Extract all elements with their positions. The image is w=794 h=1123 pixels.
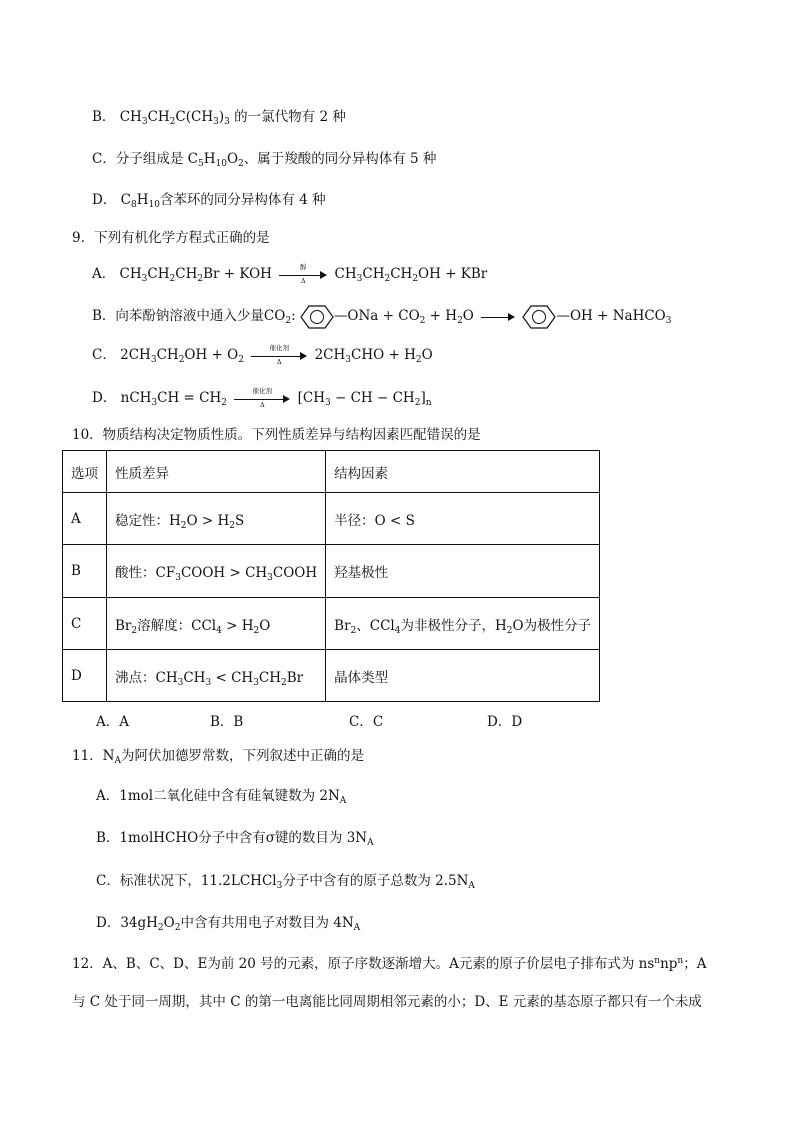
benzene-ring-icon: [522, 304, 556, 330]
q9-option-a: [92, 264, 487, 284]
phenol-group: —OH: [556, 308, 593, 324]
table-cell-property: 酸性：$CF_3COOH$ > $CH_3COOH$: [107, 545, 326, 598]
equation-rhs: $2CH_3CHO + H_2O$: [314, 347, 433, 365]
q11-option-b: B．1molHCHO分子中含有σ键的数目为 $3N_A$: [96, 830, 374, 848]
table-row: [63, 598, 600, 650]
q12-stem-line-1: 12．A、B、C、D、E为前 20 号的元素，原子序数逐渐增大。A元素的原子价层电子排布式为 $ns^nnp^n$；A: [72, 956, 707, 972]
chem-formula: $C_8H_{10}$: [120, 192, 160, 210]
chem-formula: $CO_2$:: [263, 308, 296, 326]
arrow-condition: Δ: [276, 357, 282, 366]
table-cell-option: A: [63, 493, 107, 545]
table-cell-factor: $Br_2$、CCl$_4$为非极性分子，$H_2O$为极性分子: [326, 598, 600, 650]
table-header-row: [63, 451, 600, 493]
arrow-condition: 催化剂: [252, 386, 273, 395]
table-row: [63, 650, 600, 702]
q9-option-b: [92, 303, 671, 330]
table-header: 性质差异: [107, 451, 326, 493]
table-cell-factor: 半径：O < S: [326, 493, 600, 545]
q9-stem: 9．下列有机化学方程式正确的是: [72, 230, 270, 246]
option-text: 的一氯代物有 2 种: [234, 109, 346, 125]
chem-formula: $C_5H_{10}O_2$: [187, 151, 244, 169]
option-text: 、属于羧酸的同分异构体有 5 种: [243, 151, 437, 167]
arrow-condition: 催化剂: [269, 343, 290, 352]
reaction-arrow: [234, 386, 290, 409]
table-cell-property: 稳定性：$H_2O > H_2S$: [107, 493, 326, 545]
q8-option-c: [92, 149, 436, 169]
q11-stem: 11．$N_A$为阿伏加德罗常数，下列叙述中正确的是: [72, 748, 364, 766]
table-row: [63, 545, 600, 598]
answer-option: C．C: [349, 714, 384, 730]
phenoxide-group: —ONa: [333, 308, 379, 324]
option-text: 向苯酚钠溶液中通入少量: [115, 308, 264, 324]
q9-option-c: [92, 345, 433, 365]
reaction-arrow: [251, 343, 307, 366]
benzene-ring-icon: [300, 304, 334, 330]
option-label: B．: [92, 308, 116, 324]
reaction-arrow: [481, 311, 515, 323]
option-text: 分子组成是: [115, 151, 184, 167]
arrow-condition: Δ: [300, 276, 306, 285]
arrow-condition: 醇: [299, 262, 307, 271]
q8-option-b: [92, 107, 346, 127]
answer-option: B．B: [210, 714, 244, 730]
table-cell-property: 沸点：$CH_3CH_3 < CH_3CH_2Br$: [107, 650, 326, 702]
q10-options: [96, 710, 576, 730]
q11-option-c: C．标准状况下，11.2LCHCl$_3$分子中含有的原子总数为 $2.5N_A$: [96, 873, 475, 891]
chem-formula: $CH_3CH_2C(CH_3)_3$: [119, 109, 230, 127]
option-label: B．: [92, 109, 116, 125]
answer-option: A．A: [96, 714, 129, 730]
table-row: [63, 493, 600, 545]
option-text: 含苯环的同分异构体有 4 种: [159, 192, 326, 208]
q11-option-d: D．$34gH_2O_2$中含有共用电子对数目为 $4N_A$: [96, 915, 361, 933]
option-label: D．: [92, 192, 117, 208]
option-label: D．: [92, 390, 117, 406]
table-header: 结构因素: [326, 451, 600, 493]
table-cell-property: $Br_2$溶解度：$CCl_4 > H_2O$: [107, 598, 326, 650]
q10-stem: 10．物质结构决定物质性质。下列性质差异与结构因素匹配错误的是: [72, 427, 481, 443]
table-cell-option: B: [63, 545, 107, 598]
q8-option-d: [92, 190, 326, 210]
q12-stem-line-2: 与 C 处于同一周期，其中 C 的第一电离能比同周期相邻元素的小；D、E 元素的基态原子都只有一个未成: [72, 994, 702, 1010]
equation-rhs: $CH_3CH_2CH_2OH$ + KBr: [334, 266, 488, 284]
equation-rhs: [$CH_3$ − CH − $CH_2]_n$: [297, 390, 432, 408]
q11-option-a: A．1mol二氧化硅中含有硅氧键数为 $2N_A$: [96, 788, 347, 806]
equation-end: + NaHCO$_3$: [592, 308, 672, 326]
q9-option-d: [92, 388, 432, 408]
reaction-arrow: [279, 262, 327, 285]
option-label: C．: [92, 347, 116, 363]
table-cell-option: D: [63, 650, 107, 702]
arrow-condition: Δ: [259, 400, 265, 409]
q10-table: [62, 450, 600, 702]
option-label: A．: [92, 266, 116, 282]
table-cell-factor: 晶体类型: [326, 650, 600, 702]
table-cell-option: C: [63, 598, 107, 650]
table-header: 选项: [63, 451, 107, 493]
option-label: C．: [92, 151, 116, 167]
equation-lhs: $2CH_3CH_2OH + O_2$: [120, 347, 244, 365]
answer-option: D．D: [487, 714, 523, 730]
equation-lhs: $CH_3CH_2CH_2Br$ + KOH: [119, 266, 272, 284]
table-cell-factor: 羟基极性: [326, 545, 600, 598]
equation-middle: + $CO_2 + H_2O$: [378, 308, 474, 326]
equation-lhs: $nCH_3CH = CH_2$: [120, 390, 227, 408]
